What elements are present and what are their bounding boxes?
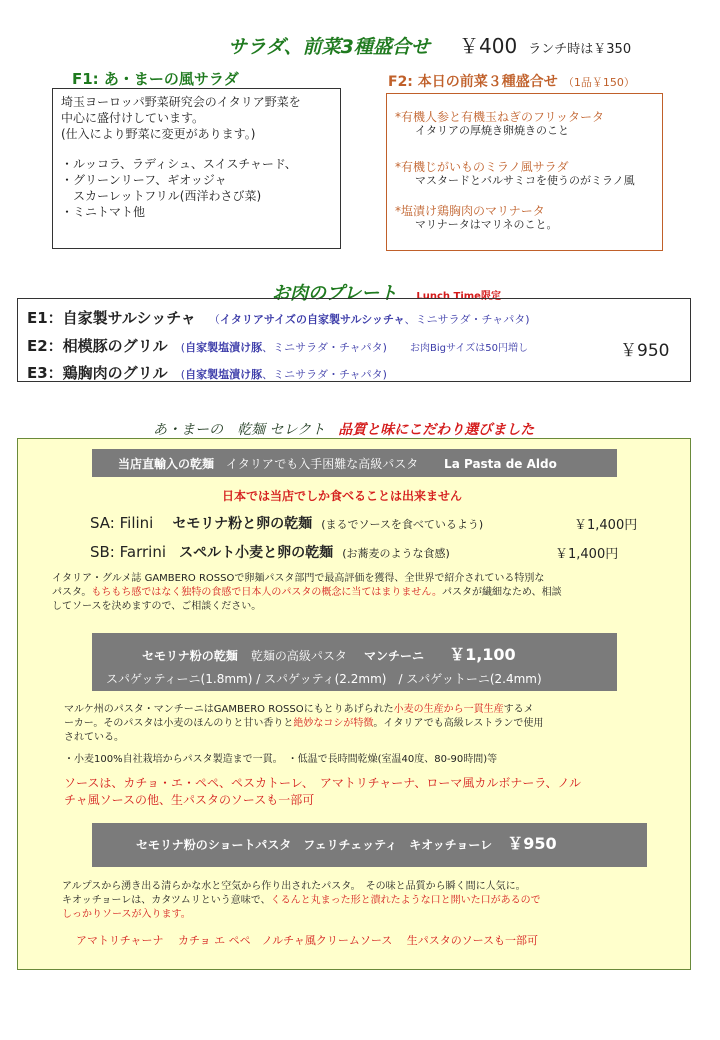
f1-item: ・ミニトマト他 <box>61 205 146 219</box>
mancini-brand: マンチーニ <box>363 649 424 663</box>
short-pasta-label: セモリナ粉のショートパスタ フェリチェッティ キオッチョーレ <box>136 838 493 852</box>
aldo-desc-line: イタリア・グルメ誌 GAMBERO ROSSOで卵麺パスタ部門で最高評価を獲得、全世界で紹介されている特別な <box>52 573 545 584</box>
meat-row-extra: 、ミニサラダ・チャパタ) <box>262 341 387 354</box>
meat-lunch-label: Lunch Time限定 <box>416 291 501 302</box>
meat-row-detail: 自家製塩漬け豚 <box>185 341 263 354</box>
f2-item-name: *有機人参と有機玉ねぎのフリッタータ <box>395 110 605 124</box>
mancini-desc-text: するメ <box>503 704 534 715</box>
meat-title: お肉のプレート <box>272 283 398 304</box>
mancini-desc-highlight: 絶妙なコシが特徴 <box>293 718 374 729</box>
aldo-item-note: (まるでソースを食べているよう) <box>321 518 484 531</box>
aldo-item-note: (お蕎麦のような食感) <box>342 547 450 560</box>
meat-row-name: E2：相模豚のグリル <box>27 337 168 355</box>
mancini-desc-text: ーカー。そのパスタは小麦のほんのりと甘い香りと <box>64 718 294 729</box>
f2-title: F2: 本日の前菜３種盛合せ <box>388 74 558 90</box>
aldo-brand: La Pasta de Aldo <box>444 457 557 471</box>
salad-lunch-note: ランチ時は￥350 <box>528 42 632 57</box>
pasta-panel <box>17 438 691 970</box>
aldo-item-code: SB: Farrini <box>90 543 166 561</box>
f1-item: ・グリーンリーフ、ギオッジャ <box>61 173 227 187</box>
aldo-item <box>90 542 450 562</box>
aldo-desc-text: パスタ。 <box>52 587 92 598</box>
salad-title: サラダ、前菜3種盛合せ <box>228 36 430 58</box>
aldo-item <box>90 513 483 533</box>
f1-desc-line: (仕入により野菜に変更があります。) <box>61 127 256 141</box>
mancini-bullets: ・小麦100%自社栽培からパスタ製造まで一貫。 ・低温で長時間乾燥(室温40度、80-90時間)等 <box>64 754 498 765</box>
mancini-sizes: スパゲッティーニ(1.8mm) / スパゲッティ(2.2mm) / スパゲットーニ(2.4mm) <box>106 672 542 686</box>
f1-desc-line: 中心に盛付けしています。 <box>61 111 205 125</box>
aldo-band-label: 当店直輸入の乾麺 <box>118 457 215 471</box>
mancini-band-sub: 乾麺の高級パスタ <box>250 649 347 663</box>
pasta-heading-tag: 品質と味にこだわり選びました <box>338 422 535 438</box>
meat-row-extra: 、ミニサラダ・チャパタ) <box>262 368 387 381</box>
short-pasta-sauces: アマトリチャーナ カチョ エ ペペ ノルチャ風クリームソース 生パスタのソースも一部可 <box>76 934 539 947</box>
f1-item: スカーレットフリル(西洋わさび菜) <box>61 189 262 203</box>
meat-row-paren: （ <box>208 313 220 326</box>
aldo-desc-highlight: もちもち感ではなく独特の食感で日本人のパスタの概念に当てはまりません。 <box>91 587 443 598</box>
f2-item-name: *塩漬け鶏胸肉のマリナータ <box>395 204 545 218</box>
meat-big-note: お肉Bigサイズは50円増し <box>410 343 528 354</box>
meat-row-paren: ( <box>180 341 186 354</box>
f2-item-desc: イタリアの厚焼き卵焼きのこと <box>415 124 569 137</box>
meat-row-name: E1：自家製サルシッチャ <box>27 309 196 327</box>
f1-box <box>52 88 341 249</box>
aldo-band-sub: イタリアでも入手困難な高級パスタ <box>225 457 419 471</box>
meat-row-detail: 自家製塩漬け豚 <box>185 368 263 381</box>
aldo-item-price: ￥1,400円 <box>574 518 638 533</box>
mancini-desc-highlight: 小麦の生産から一貫生産 <box>393 704 504 715</box>
aldo-exclusive: 日本では当店でしか食べることは出来ません <box>222 489 463 503</box>
mancini-sauces: ソースは、カチョ・エ・ペペ、ペスカトーレ、 アマトリチャーナ、ローマ風カルボナーラ、ノル <box>64 776 581 790</box>
short-desc-highlight: くるんと丸まった形と潰れたような口と開いた口があるので <box>270 895 541 906</box>
mancini-desc-text: 。イタリアでも高級レストランで使用 <box>373 718 544 729</box>
mancini-price: ￥1,100 <box>449 645 516 664</box>
aldo-item-price: ￥1,400円 <box>555 547 619 562</box>
f2-item-name: *有機じがいものミラノ風サラダ <box>395 160 569 174</box>
meat-row <box>27 335 528 356</box>
aldo-desc-line: してソースを決めますので、ご相談ください。 <box>52 601 262 612</box>
aldo-description <box>52 572 672 614</box>
meat-row-extra: 、ミニサラダ・チャパタ) <box>404 313 530 326</box>
short-desc-text: キオッチョーレは、カタツムリという意味で、 <box>62 895 271 906</box>
f1-desc-line: 埼玉ヨーロッパ野菜研究会のイタリア野菜を <box>61 95 301 109</box>
mancini-band <box>92 633 617 691</box>
short-pasta-price: ￥950 <box>507 834 557 853</box>
aldo-item-code: SA: Filini <box>90 514 154 532</box>
mancini-desc-text: マルケ州のパスタ・マンチーニはGAMBERO ROSSOにもとりあげられた <box>64 704 394 715</box>
short-pasta-band <box>92 823 647 867</box>
f2-item-desc: マスタードとバルサミコを使うのがミラノ風 <box>415 174 635 187</box>
meat-price: ￥950 <box>620 341 670 361</box>
meat-row-detail: イタリアサイズの自家製サルシッチャ <box>219 313 405 326</box>
meat-box <box>17 298 691 382</box>
short-desc-text: アルプスから湧き出る清らかな水と空気から作り出されたパスタ。 その味と品質から瞬く間に人気に。 <box>62 881 526 892</box>
mancini-sauces: チャ風ソースの他、生パスタのソースも一部可 <box>64 793 315 807</box>
aldo-band <box>92 449 617 477</box>
mancini-band-label: セモリナ粉の乾麺 <box>142 649 238 663</box>
mancini-description <box>64 703 674 809</box>
meat-row-name: E3：鶏胸肉のグリル <box>27 364 168 382</box>
f2-item-desc: マリナータはマリネのこと。 <box>415 218 558 231</box>
short-desc-highlight: しっかりソースが入ります。 <box>62 909 191 920</box>
pasta-heading: あ・まーの 乾麺 セレクト <box>153 422 326 438</box>
f2-title-note: （1品￥150） <box>562 76 635 89</box>
meat-row-paren: ( <box>180 368 186 381</box>
f1-title: F1: あ・まーの風サラダ <box>72 70 239 88</box>
aldo-desc-text: パスタが繊細なため、相談 <box>442 587 562 598</box>
salad-price: ￥400 <box>459 34 518 58</box>
f1-item: ・ルッコラ、ラディシュ、スイスチャード、 <box>61 157 297 171</box>
meat-row <box>27 362 387 383</box>
mancini-desc-text: されている。 <box>64 732 124 743</box>
short-pasta-description <box>62 880 682 922</box>
aldo-item-name: スペルト小麦と卵の乾麺 <box>179 545 334 561</box>
f2-box <box>386 93 663 251</box>
aldo-item-name: セモリナ粉と卵の乾麺 <box>172 516 313 532</box>
meat-row <box>27 307 530 328</box>
